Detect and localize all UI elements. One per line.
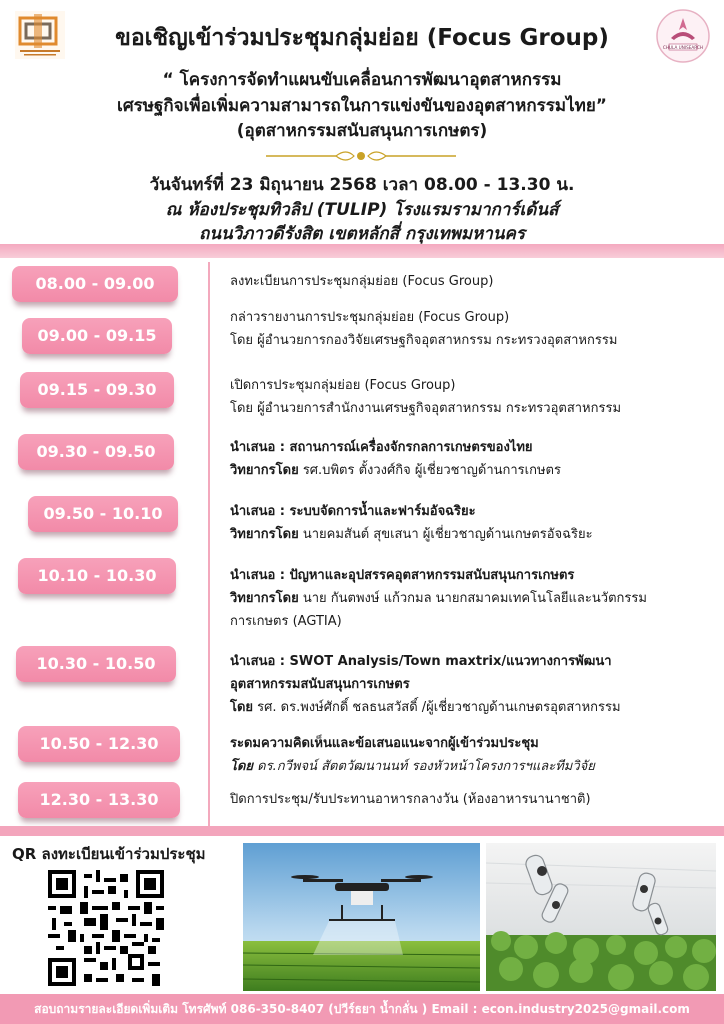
gold-ornament-divider [266, 148, 456, 164]
timeline-divider [208, 262, 210, 828]
event-date: วันจันทร์ที่ 23 มิถุนายน 2568 เวลา 08.00 - 13.30 น. [149, 175, 575, 195]
pink-band-bottom [0, 826, 724, 836]
agenda-item [230, 374, 720, 420]
agenda-speaker [230, 523, 720, 546]
agenda-title: นำเสนอ : สถานการณ์เครื่องจักรกลการเกษตรของไทย [230, 440, 533, 455]
speaker-name: ดร.กวีพจน์ สัตตวัฒนานนท์ รองหัวหน้าโครงการฯและทีมวิจัย [253, 759, 595, 774]
pink-band-top [0, 244, 724, 258]
agenda-item [230, 270, 720, 293]
agenda-title-cont: อุตสาหกรรมสนับสนุนการเกษตร [230, 677, 410, 692]
time-slot: 10.50 - 12.30 [18, 726, 180, 762]
agenda-speaker [230, 755, 720, 778]
agenda-line: กล่าวรายงานการประชุมกลุ่มย่อย (Focus Group) [230, 310, 510, 325]
agenda-title: นำเสนอ : ระบบจัดการน้ำและฟาร์มอัจฉริยะ [230, 504, 476, 519]
agenda-speaker [230, 587, 720, 610]
page-title: ขอเชิญเข้าร่วมประชุมกลุ่มย่อย (Focus Group) [115, 25, 609, 51]
header [0, 0, 724, 244]
time-slot: 10.10 - 10.30 [18, 558, 176, 594]
time-slot: 10.30 - 10.50 [16, 646, 176, 682]
speaker-label: วิทยากรโดย [230, 591, 299, 606]
subtitle-line-1: “ โครงการจัดทำแผนขับเคลื่อนการพัฒนาอุตสาหกรรม [162, 70, 562, 90]
agricultural-drone-photo [243, 843, 480, 991]
venue-line-1: ณ ห้องประชุมทิวลิป (TULIP) โรงแรมรามาการ์เด้นส์ [165, 200, 559, 220]
agenda-line: เปิดการประชุมกลุ่มย่อย (Focus Group) [230, 378, 456, 393]
speaker-name: นาย กันตพงษ์ แก้วกมล นายกสมาคมเทคโนโลยีและนวัตกรรม [298, 591, 647, 606]
agenda-line: การเกษตร (AGTIA) [230, 614, 342, 629]
agenda-item [230, 564, 720, 633]
agenda-item [230, 732, 720, 778]
time-slot: 08.00 - 09.00 [12, 266, 178, 302]
subtitle-line-3: (อุตสาหกรรมสนับสนุนการเกษตร) [236, 121, 488, 141]
agenda-line: ปิดการประชุม/รับประทานอาหารกลางวัน (ห้องอาหารนานาชาติ) [230, 792, 591, 807]
agenda-title: นำเสนอ : ปัญหาและอุปสรรคอุตสาหกรรมสนับสนุนการเกษตร [230, 568, 575, 583]
speaker-label: วิทยากรโดย [230, 463, 299, 478]
agenda-line: โดย ผู้อำนวยการกองวิจัยเศรษฐกิจอุตสาหกรรม กระทรวงอุตสาหกรรม [230, 333, 618, 348]
agenda-line: โดย ผู้อำนวยการสำนักงานเศรษฐกิจอุตสาหกรรม กระทรวอุตสาหกรรม [230, 401, 622, 416]
speaker-name: นายคมสันต์ สุขเสนา ผู้เชี่ยวชาญด้านเกษตรอัจฉริยะ [298, 527, 593, 542]
speaker-label: โดย [230, 759, 254, 774]
robotic-arm-greenhouse-photo [486, 843, 716, 991]
qr-title: QR ลงทะเบียนเข้าร่วมประชุม [12, 845, 206, 863]
agenda-item [230, 650, 720, 719]
time-slot: 09.30 - 09.50 [18, 434, 174, 470]
time-slot: 12.30 - 13.30 [18, 782, 180, 818]
agenda-speaker [230, 696, 720, 719]
time-slot: 09.15 - 09.30 [20, 372, 174, 408]
time-slot: 09.00 - 09.15 [22, 318, 172, 354]
subtitle-line-2: เศรษฐกิจเพื่อเพิ่มความสามารถในการแข่งขันของอุตสาหกรรมไทย” [117, 96, 607, 116]
speaker-label: วิทยากรโดย [230, 527, 299, 542]
agenda-speaker [230, 459, 720, 482]
organization-logo [14, 10, 66, 60]
registration-qr-code[interactable] [48, 870, 164, 986]
agenda-item [230, 788, 720, 811]
agenda-item [230, 306, 720, 352]
agenda-item [230, 436, 720, 482]
agenda-title: นำเสนอ : SWOT Analysis/Town maxtrix/แนวทางการพัฒนา [230, 654, 612, 669]
agenda-item [230, 500, 720, 546]
venue-line-2: ถนนวิภาวดีรังสิต เขตหลักสี่ กรุงเทพมหานคร [199, 224, 525, 244]
speaker-name: รศ.บพิตร ตั้งวงศ์กิจ ผู้เชี่ยวชาญด้านการเกษตร [298, 463, 561, 478]
speaker-label: โดย [230, 700, 254, 715]
footer-contact: สอบถามรายละเอียดเพิ่มเติม โทรศัพท์ 086-350-8407 (ปวีร์ธยา น้ำกลั่น ) Email : econ.industry2025@gmail.com [0, 994, 724, 1024]
svg-text:CHULA UNISEARCH: CHULA UNISEARCH [662, 45, 704, 50]
agenda-line: ลงทะเบียนการประชุมกลุ่มย่อย (Focus Group) [230, 274, 494, 289]
agenda-title: ระดมความคิดเห็นและข้อเสนอแนะจากผู้เข้าร่วมประชุม [230, 736, 539, 751]
chula-unisearch-logo [652, 8, 714, 64]
time-slot: 09.50 - 10.10 [28, 496, 178, 532]
speaker-name: รศ. ดร.พงษ์ศักดิ์ ชลธนสวัสดิ์ /ผู้เชี่ยวชาญด้านเกษตรอุตสาหกรรม [253, 700, 621, 715]
